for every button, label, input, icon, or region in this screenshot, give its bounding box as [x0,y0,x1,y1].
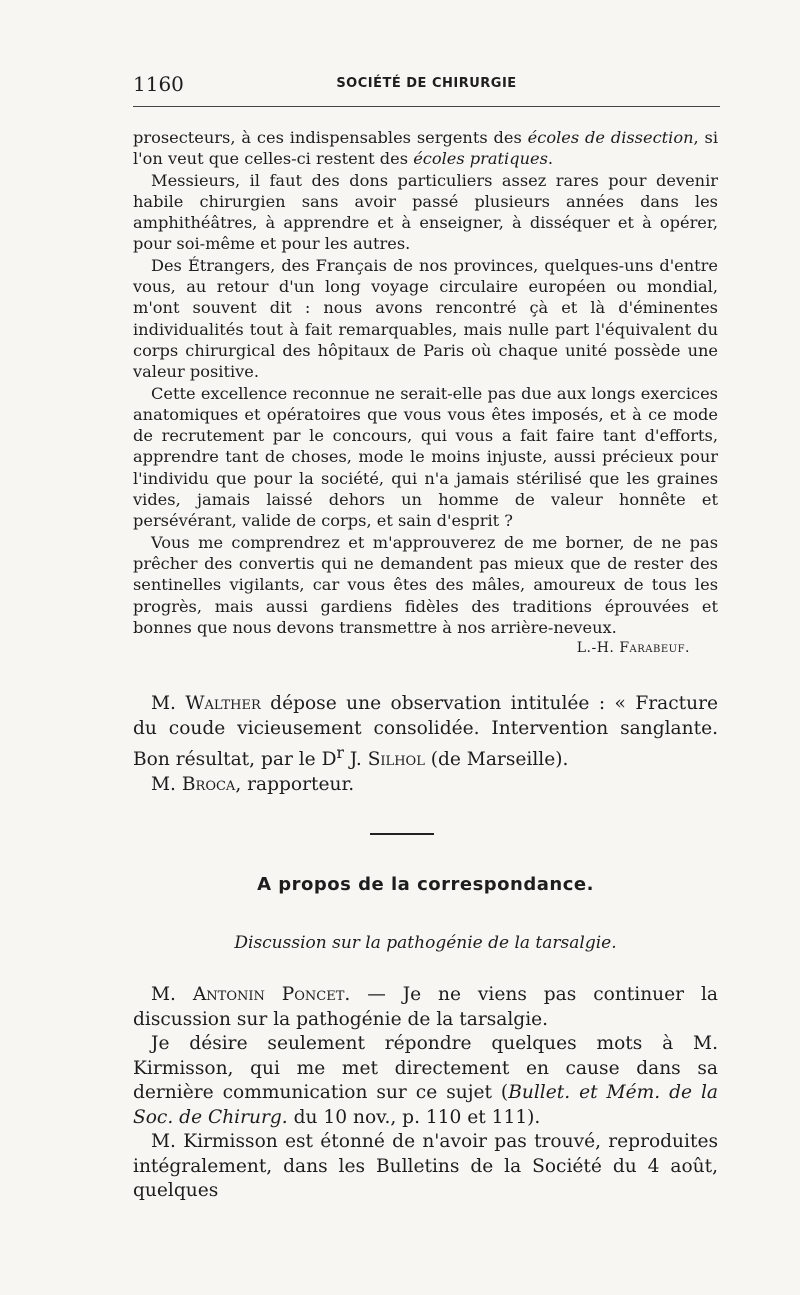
paragraph [133,1032,718,1130]
text-run: J. [343,749,368,771]
signature-initials: L.-H. [576,640,620,657]
paragraph [133,983,718,1032]
italic-run: écoles de dissection [527,128,694,147]
paragraph: Des Étrangers, des Français de nos provinces, quelques-uns d'entre vous, au retour d'un long voyage circulaire européen ou mondial, m'ont souvent dit : nous avons rencontré çà et là d'éminentes individualités tout à fait remarquables, mais nulle part l'équivalent du corps chirurgical des hôpitaux de Paris où chaque unité possède une valeur positive. [133,255,718,382]
paragraph: Messieurs, il faut des dons particuliers assez rares pour devenir habile chirurgien sans avoir passé plusieurs années dans les amphithéâtres, à apprendre et à enseigner, à disséquer et à opérer, pour soi-même et pour les autres. [133,170,718,254]
signature [133,640,718,656]
text-run: M. [151,693,186,714]
text-run: , rapporteur. [235,773,355,795]
text-run: (de Marseille). [424,749,569,771]
running-head [133,72,720,96]
text-run: M. [151,984,193,1005]
text-run: . [547,149,554,169]
page-number: 1160 [133,72,184,96]
text-run: prosecteurs, à ces indispensables sergents des [133,128,528,147]
superscript: r [336,744,344,762]
header-rule [133,106,720,107]
italic-run: Bullet. et Mém. de la Soc. de Chirurg. [133,1082,719,1128]
author-name: Silhol [367,749,425,771]
section-subtitle: Discussion sur la pathogénie de la tarsalgie. [234,933,617,953]
italic-run: écoles pratiques [413,149,548,169]
text-run: dépose une observation intitulée : « Fracture du coude vicieusement consolidée. Intervention sanglante. Bon résultat, par le D [133,693,718,771]
paragraph: Cette excellence reconnue ne serait-elle pas due aux longs exercices anatomiques et opératoires que vous vous êtes imposés, et à ce mode de recrutement par le concours, qui vous a fait faire tant d'efforts, apprendre tant de choses, mode le moins injuste, aussi précieux pour l'individu que pour la société, qui n'a jamais stérilisé que les graines vides, jamais laissé dehors un homme de valeur honnête et persévérant, valide de corps, et sain d'esprit ? [133,383,718,531]
text-run: Je désire seulement répondre quelques mots à M. Kirmisson, qui me met directement en cause dans sa dernière communication sur ce sujet ( [133,1033,718,1103]
discourse-text [133,127,718,656]
poncet-text [133,983,718,1204]
section-separator [370,833,434,835]
author-name: Walther [185,693,261,714]
walther-note [133,692,718,797]
text-run: , si l'on veut que celles-ci restent des [133,128,719,169]
signature-surname: Farabeuf. [619,640,690,657]
paragraph [133,692,718,773]
paragraph: Vous me comprendrez et m'approuverez de me borner, de ne pas prêcher des convertis qui ne demandent pas mieux que de rester des sentinelles vigilants, car vous êtes des mâles, amoureux de tous les progrès, mais aussi gardiens fidèles des traditions éprouvées et bonnes que nous devons transmettre à nos arrière-neveux. [133,532,718,637]
paragraph [133,127,718,170]
text-run: du 10 nov., p. 110 et 111). [287,1106,541,1128]
section-title: A propos de la correspondance. [257,874,594,895]
running-title: SOCIÉTÉ DE CHIRURGIE [336,76,517,91]
author-name: Antonin Poncet [192,984,345,1005]
paragraph [133,773,718,798]
text-run: . — Je ne viens pas continuer la discussion sur la pathogénie de la tarsalgie. [133,984,718,1030]
paragraph: M. Kirmisson est étonné de n'avoir pas trouvé, reproduites intégralement, dans les Bulletins de la Société du 4 août, quelques [133,1131,718,1201]
author-name: Broca [181,773,236,795]
text-run: M. [151,773,182,795]
